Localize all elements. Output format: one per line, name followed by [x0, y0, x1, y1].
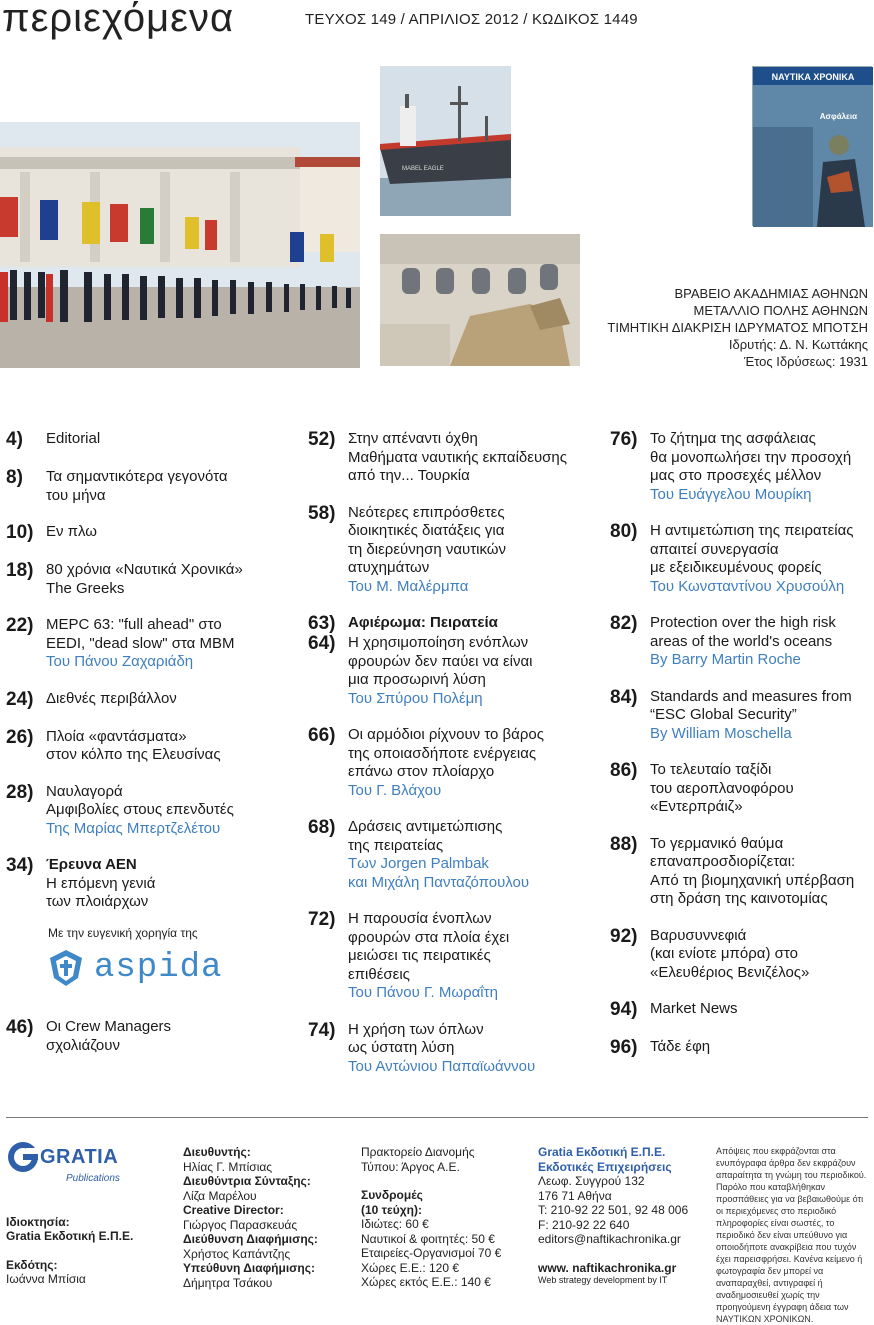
page-number: 92): [610, 925, 638, 947]
entry-title: της οποιασδήποτε ενέργειας: [348, 744, 537, 762]
feature-title: Αφιέρωμα: Πειρατεία: [348, 614, 498, 631]
entry-title: Το τελευταίο ταξίδι: [650, 761, 772, 778]
sponsor-text: Με την ευγενική χορηγία της: [48, 925, 198, 940]
page-number: 64): [308, 633, 336, 654]
entry-title: EEDI, "dead slow" στα MBM: [46, 634, 235, 652]
toc-entry[interactable]: [610, 522, 872, 596]
entry-author: Της Μαρίας Μπερτζελέτου: [46, 819, 221, 837]
entry-title: Ναυλαγορά: [46, 782, 123, 800]
toc-entry[interactable]: [6, 616, 296, 672]
cover-masthead: ΝΑΥΤΙΚΑ ΧΡΟΝΙΚΑ: [771, 72, 855, 82]
page-number: 8): [6, 467, 23, 488]
ads-resp-value: Δήμητρα Τσάκου: [183, 1275, 273, 1290]
page-number: 82): [610, 613, 638, 634]
entry-title: του αεροπλανοφόρου: [650, 779, 794, 797]
entry-section-title: Έρευνα ΑΕΝ: [46, 856, 137, 873]
entry-title: Editorial: [46, 430, 101, 447]
entry-author: Του Πάνου Γ. Μωραΐτη: [348, 984, 498, 1001]
ship-name: MABEL EAGLE: [402, 166, 444, 172]
gratia-tagline: Publications: [66, 1173, 120, 1184]
creative-label: Creative Director:: [183, 1203, 284, 1217]
entry-author: Των Jorgen Palmbak: [348, 855, 489, 872]
founded-year-line: Έτος Ιδρύσεως: 1931: [744, 354, 868, 369]
fax-line: F: 210-92 22 640: [538, 1217, 630, 1232]
ads-label: Διεύθυνση Διαφήμισης:: [183, 1232, 318, 1246]
entry-title: «Ελευθέριος Βενιζέλος»: [650, 963, 810, 981]
page-number: 24): [6, 688, 34, 710]
toc-entry[interactable]: [308, 818, 604, 892]
entry-title: επαναπροσδιορίζεται:: [650, 853, 796, 870]
toc-entry[interactable]: [610, 430, 872, 504]
toc-column-1: [6, 430, 296, 1073]
entry-author: By Barry Martin Roche: [650, 651, 801, 668]
entry-title: Protection over the high risk: [650, 614, 836, 631]
footer-contact-block: [538, 1145, 708, 1285]
distribution-label-2: Τύπου:: [361, 1159, 399, 1174]
creative-value: Γιώργος Παρασκευάς: [183, 1217, 298, 1232]
entry-author: και Μιχάλη Πανταζόπουλου: [348, 873, 530, 891]
publisher-value: Ιωάννα Μπίσια: [6, 1272, 86, 1286]
entry-title: επιθέσεις: [348, 965, 410, 983]
subscription-price: Ιδιώτες: 60 €: [361, 1217, 429, 1231]
editor-label: Διευθύντρια Σύνταξης:: [183, 1174, 311, 1188]
entry-title: φρουρών δεν παύει να είναι: [348, 652, 533, 670]
entry-title: Νεότερες επιπρόσθετες: [348, 503, 505, 521]
toc-entry[interactable]: [308, 504, 604, 597]
page-number: 22): [6, 615, 34, 636]
toc-entry[interactable]: [6, 690, 296, 710]
company-subtitle: Εκδοτικές Επιχειρήσεις: [538, 1159, 672, 1174]
subscription-price: Χώρες Ε.Ε.: 120 €: [361, 1260, 460, 1275]
entry-title: των πλοιάρχων: [46, 893, 149, 910]
award-line: ΜΕΤΑΛΛΙΟ ΠΟΛΗΣ ΑΘΗΝΩΝ: [693, 303, 868, 318]
entry-author: Του Κωνσταντίνου Χρυσούλη: [650, 577, 845, 595]
page-number: 52): [308, 429, 336, 450]
toc-entry[interactable]: [6, 523, 296, 543]
entry-title: του μήνα: [46, 486, 106, 504]
toc-entry[interactable]: [610, 614, 872, 670]
toc-entry[interactable]: [6, 468, 296, 505]
entry-title: Στην απέναντι όχθη: [348, 430, 478, 447]
entry-title: Market News: [650, 1000, 738, 1017]
entry-title: επάνω στον πλοίαρχο: [348, 763, 495, 780]
toc-entry[interactable]: [610, 1038, 872, 1058]
distribution-label: Πρακτορείο Διανομής: [361, 1145, 475, 1159]
aspida-shield-icon: [46, 948, 86, 988]
phone-line: T: 210-92 22 501, 92 48 006: [538, 1203, 689, 1217]
entry-title: Εν πλω: [46, 523, 98, 540]
toc-entry[interactable]: [6, 728, 296, 765]
entry-title: τη διερεύνηση ναυτικών: [348, 540, 506, 558]
address-line: 176 71 Αθήνα: [538, 1188, 612, 1203]
entry-title: Δράσεις αντιμετώπισης: [348, 818, 503, 835]
issue-info: ΤΕΥΧΟΣ 149 / ΑΠΡΙΛΙΟΣ 2012 / ΚΩΔΙΚΟΣ 1449: [305, 11, 638, 28]
toc-entry[interactable]: [610, 688, 872, 744]
entry-author: Του Σπύρου Πολέμη: [348, 689, 483, 707]
web-credit: Web strategy development by IT: [538, 1275, 668, 1285]
director-label: Διευθυντής:: [183, 1145, 251, 1159]
footer-disclaimer: Απόψεις που εκφράζονται στα ενυπόγραφα άρθρα δεν εκφράζουν απαραίτητα τη γνώμη του περιοδικού. Παρόλο που καταβλήθηκαν προσπάθειες για να βεβαιωθούμε ότι οι περιεχόμενες στο περιοδικό πληροφορίες είναι σωστές, το περιοδικό δεν είναι υπεύθυνο για οποιοδήποτε ανακρίβεια που τυχόν έχει παρεισφρήσει. Κανένα κείμενο ή φωτογραφία δεν μπορεί να αναπαραχθεί, αντιγραφεί ή αναδημοσιευθεί χωρίς την προηγούμενη έγγραφη άδεια των ΝΑΥΤΙΚΩΝ ΧΡΟΝΙΚΩΝ.: [716, 1146, 867, 1324]
entry-title: φρουρών στα πλοία έχει: [348, 928, 510, 946]
aircraft-cabin-photo: [380, 234, 580, 366]
toc-entry[interactable]: [308, 634, 604, 708]
page-number: 66): [308, 725, 336, 746]
entry-title: με εξειδικευμένους φορείς: [650, 559, 822, 576]
entry-title: Η επόμενη γενιά: [46, 874, 156, 892]
toc-entry[interactable]: [6, 1018, 296, 1055]
entry-title: Από τη βιομηχανική υπέρβαση: [650, 871, 855, 889]
director-value: Ηλίας Γ. Μπίσιας: [183, 1159, 273, 1174]
entry-title: ατυχημάτων: [348, 559, 430, 576]
toc-column-3: [610, 430, 872, 1076]
page-title: περιεχόμενα: [2, 0, 235, 40]
entry-title: Η χρησιμοποίηση ενόπλων: [348, 634, 529, 651]
entry-title: 80 χρόνια «Ναυτικά Χρονικά»: [46, 561, 243, 578]
toc-entry[interactable]: [610, 1000, 872, 1020]
subscription-price: Χώρες εκτός Ε.Ε.: 140 €: [361, 1275, 491, 1289]
page-number: 10): [6, 522, 34, 543]
entry-title: Πλοία «φαντάσματα»: [46, 727, 187, 745]
toc-entry[interactable]: [308, 910, 604, 1003]
page-number: 80): [610, 521, 638, 542]
toc-entry[interactable]: [610, 761, 872, 817]
entry-title: σχολιάζουν: [46, 1036, 120, 1054]
entry-title: Οι Crew Managers: [46, 1018, 172, 1035]
entry-title: Τα σημαντικότερα γεγονότα: [46, 468, 228, 485]
toc-entry[interactable]: [308, 726, 604, 800]
aspida-logo: [46, 948, 296, 988]
owner-value: Gratia Εκδοτική Ε.Π.Ε.: [6, 1229, 134, 1243]
toc-entry[interactable]: [6, 783, 296, 839]
toc-feature-entry[interactable]: [308, 614, 604, 634]
toc-entry[interactable]: [308, 1021, 604, 1077]
entry-title: “ESC Global Security”: [650, 706, 797, 723]
entry-author: Του Αντώνιου Παπαϊωάννου: [348, 1057, 536, 1075]
toc-entry[interactable]: [610, 927, 872, 983]
page-number: 34): [6, 855, 34, 876]
entry-title: (και ενίοτε μπόρα) στο: [650, 945, 798, 962]
footer-staff-block: [183, 1145, 353, 1290]
page-number: 96): [610, 1037, 638, 1058]
subscriptions-subtitle: (10 τεύχη):: [361, 1202, 422, 1217]
entry-title: Βαρυσυννεφιά: [650, 926, 747, 944]
entry-title: Οι αρμόδιοι ρίχνουν το βάρος: [348, 726, 544, 743]
entry-title: στον κόλπο της Ελευσίνας: [46, 746, 221, 763]
page-number: 72): [308, 909, 336, 930]
publisher-label: Εκδότης:: [6, 1257, 58, 1272]
entry-title: μια προσωρινή λύση: [348, 671, 486, 688]
website-link[interactable]: www. naftikachronika.gr: [538, 1260, 677, 1275]
entry-title: Το γερμανικό θαύμα: [650, 834, 784, 852]
entry-author: Του Μ. Μαλέρμπα: [348, 577, 469, 595]
entry-title: ως ύστατη λύση: [348, 1039, 455, 1056]
toc-column-2: [308, 430, 604, 1094]
entry-title: Τάδε έφη: [650, 1038, 711, 1055]
company-name: Gratia Εκδοτική Ε.Π.Ε.: [538, 1145, 666, 1159]
entry-title: από την... Τουρκία: [348, 467, 470, 484]
subscription-price: Ναυτικοί & φοιτητές: 50 €: [361, 1231, 495, 1246]
entry-author: By William Moschella: [650, 724, 792, 742]
entry-title: MEPC 63: "full ahead" στο: [46, 616, 222, 633]
entry-title: The Greeks: [46, 579, 125, 597]
awards-block: [607, 285, 868, 370]
magazine-cover: [752, 66, 872, 226]
entry-title: Η παρουσία ένοπλων: [348, 910, 492, 927]
entry-title: της πειρατείας: [348, 836, 444, 854]
entry-title: Η αντιμετώπιση της πειρατείας: [650, 522, 854, 539]
subscriptions-title: Συνδρομές: [361, 1188, 423, 1202]
owner-label: Ιδιοκτησία:: [6, 1214, 70, 1229]
entry-title: Το ζήτημα της ασφάλειας: [650, 430, 816, 447]
academy-ceremony-photo: [0, 122, 360, 368]
cover-headline: Ασφάλεια: [819, 112, 857, 121]
page-number: 88): [610, 833, 638, 855]
ads-value: Χρήστος Καπάντζης: [183, 1246, 291, 1261]
subscription-price: Εταιρείες-Οργανισμοί 70 €: [361, 1246, 502, 1260]
page-number: 76): [610, 429, 638, 450]
page-number: 26): [6, 726, 34, 748]
page-number: 28): [6, 781, 34, 803]
aspida-wordmark: aspida: [94, 948, 223, 987]
entry-author: Του Γ. Βλάχου: [348, 781, 442, 799]
entry-title: διοικητικές διατάξεις για: [348, 522, 505, 539]
entry-title: «Εντερπράιζ»: [650, 798, 743, 815]
email-link[interactable]: editors@naftikachronika.gr: [538, 1232, 681, 1246]
page-number: 58): [308, 502, 336, 524]
page-number: 94): [610, 999, 638, 1020]
ship-photo: [380, 66, 511, 216]
page-number: 4): [6, 429, 23, 450]
page-number: 84): [610, 686, 638, 708]
entry-title: Διεθνές περιβάλλον: [46, 689, 177, 707]
gratia-g-icon: [6, 1140, 40, 1174]
entry-author: Του Ευάγγελου Μουρίκη: [650, 485, 812, 503]
entry-title: Αμφιβολίες στους επενδυτές: [46, 801, 234, 818]
gratia-wordmark: GRATIA: [40, 1145, 119, 1168]
page-number: 63): [308, 613, 336, 634]
entry-title: μας στο προσεχές μέλλον: [650, 467, 822, 484]
award-line: ΒΡΑΒΕΙΟ ΑΚΑΔΗΜΙΑΣ ΑΘΗΝΩΝ: [674, 286, 868, 301]
entry-title: Η χρήση των όπλων: [348, 1020, 484, 1038]
entry-title: απαιτεί συνεργασία: [650, 540, 779, 558]
gratia-logo: [6, 1140, 176, 1174]
entry-title: μειώσει τις πειρατικές: [348, 947, 491, 964]
entry-title: Μαθήματα ναυτικής εκπαίδευσης: [348, 448, 567, 466]
distribution-value: Άργος Α.Ε.: [401, 1159, 460, 1174]
toc-entry[interactable]: [6, 856, 296, 912]
entry-title: θα μονοπωλήσει την προσοχή: [650, 448, 852, 466]
award-line: ΤΙΜΗΤΙΚΗ ΔΙΑΚΡΙΣΗ ΙΔΡΥΜΑΤΟΣ ΜΠΟΤΣΗ: [607, 320, 868, 335]
founder-line: Ιδρυτής: Δ. Ν. Κωττάκης: [728, 337, 868, 352]
page-number: 46): [6, 1017, 34, 1038]
page-number: 86): [610, 760, 638, 781]
footer-divider: [6, 1117, 868, 1118]
ads-resp-label: Υπεύθυνη Διαφήμισης:: [183, 1261, 315, 1275]
address-line: Λεωφ. Συγγρού 132: [538, 1174, 645, 1188]
entry-title: στη δράση της καινοτομίας: [650, 890, 828, 907]
editor-value: Λίζα Μαρέλου: [183, 1188, 257, 1203]
page-number: 18): [6, 560, 34, 581]
entry-title: Standards and measures from: [650, 687, 852, 705]
entry-author: Του Πάνου Ζαχαριάδη: [46, 653, 194, 670]
toc-entry[interactable]: [610, 835, 872, 909]
footer-owner-block: [6, 1140, 176, 1287]
toc-entry[interactable]: [6, 561, 296, 598]
toc-entry[interactable]: [308, 430, 604, 486]
page-number: 68): [308, 817, 336, 838]
page-number: 74): [308, 1019, 336, 1041]
toc-entry[interactable]: [6, 430, 296, 450]
footer-distribution-block: [361, 1145, 531, 1290]
entry-title: areas of the world's oceans: [650, 632, 833, 650]
